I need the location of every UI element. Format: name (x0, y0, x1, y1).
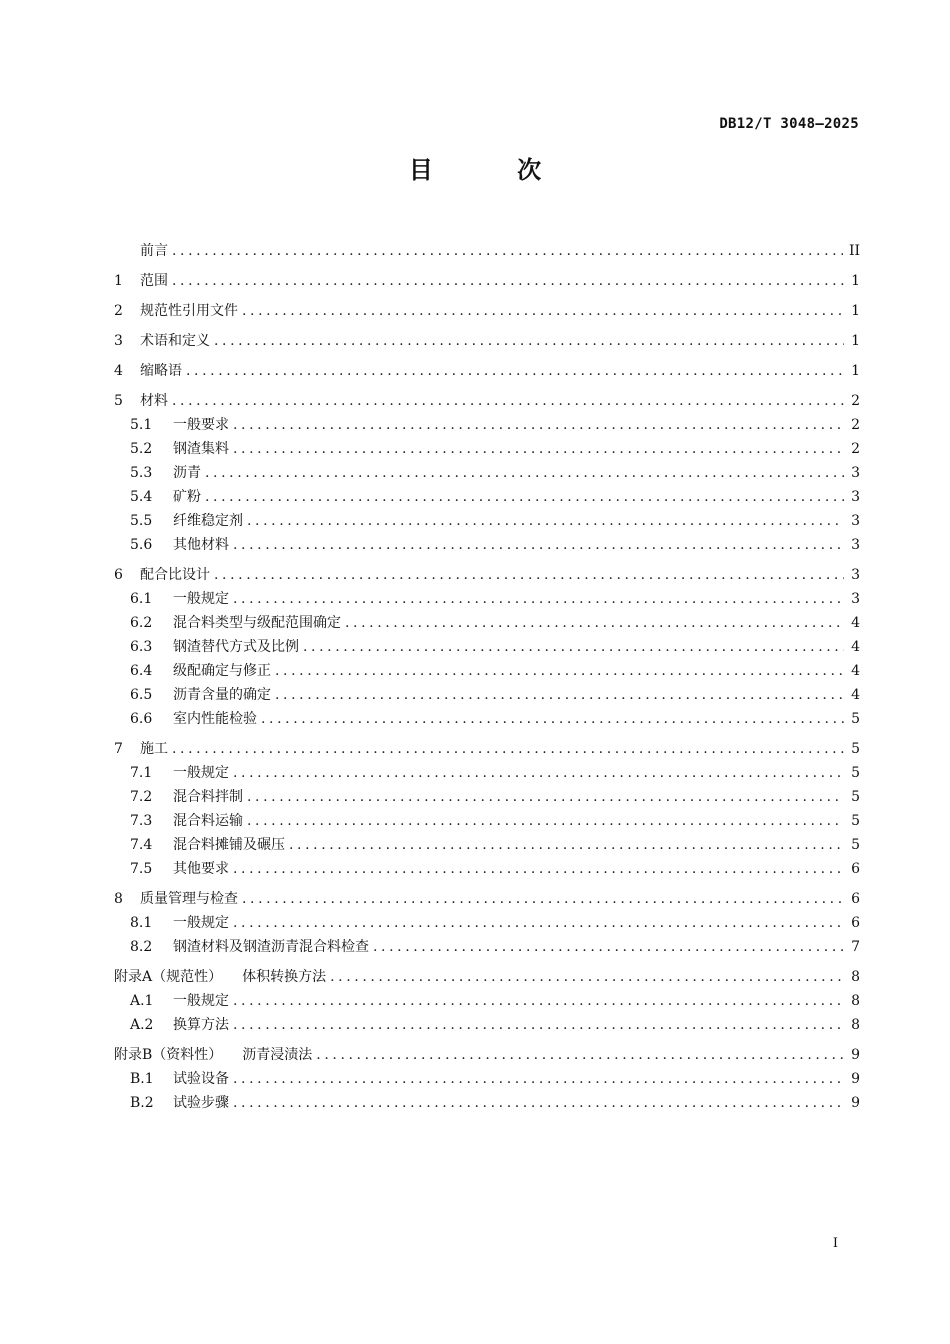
toc-subentry[interactable] (114, 413, 860, 437)
toc-leader-dots (186, 359, 844, 383)
toc-leader-dots (242, 299, 844, 323)
toc-leader-dots (214, 563, 844, 587)
toc-entry[interactable] (114, 965, 860, 989)
toc-entry-label: 范围 (140, 273, 168, 289)
toc-leader-dots (242, 887, 844, 911)
toc-entry-page: 8 (851, 1017, 860, 1033)
toc-subentry[interactable] (114, 485, 860, 509)
toc-entry-label: 质量管理与检查 (140, 891, 238, 907)
toc-subentry[interactable] (114, 659, 860, 683)
toc-subentry[interactable] (114, 533, 860, 557)
toc-leader-dots (275, 683, 844, 707)
toc-entry-number: 8 (114, 891, 123, 907)
toc-entry-label: 级配确定与修正 (173, 663, 271, 679)
toc-entry-label: 一般规定 (173, 765, 229, 781)
toc-entry-number: 1 (114, 273, 123, 289)
toc-entry-page: 3 (851, 537, 860, 553)
toc-entry-number: A.2 (130, 1017, 154, 1033)
toc-entry[interactable] (114, 389, 860, 413)
toc-subentry[interactable] (114, 761, 860, 785)
toc-entry-label: 一般要求 (173, 417, 229, 433)
toc-leader-dots (261, 707, 844, 731)
toc-entry-page: 4 (851, 687, 860, 703)
toc-entry-page: 7 (851, 939, 860, 955)
toc-entry-label: 混合料摊铺及碾压 (173, 837, 285, 853)
toc-leader-dots (345, 611, 844, 635)
toc-entry-number: B.2 (130, 1095, 154, 1111)
toc-leader-dots (247, 509, 844, 533)
toc-entry-label: 其他材料 (173, 537, 229, 553)
toc-entry-label: 配合比设计 (140, 567, 210, 583)
toc-subentry[interactable] (114, 1067, 860, 1091)
toc-entry-label: 施工 (140, 741, 168, 757)
toc-entry-page: 8 (851, 993, 860, 1009)
toc-entry-page: 2 (851, 441, 860, 457)
toc-subentry[interactable] (114, 989, 860, 1013)
toc-entry-number: 8.2 (130, 939, 153, 955)
toc-leader-dots (233, 911, 844, 935)
toc-subentry[interactable] (114, 683, 860, 707)
toc-entry-number: 5.3 (130, 465, 153, 481)
toc-entry-number: 8.1 (130, 915, 153, 931)
toc-subentry[interactable] (114, 1091, 860, 1115)
toc-entry-page: 4 (851, 615, 860, 631)
toc-subentry[interactable] (114, 809, 860, 833)
toc-entry[interactable] (114, 359, 860, 383)
toc-entry-label: 换算方法 (173, 1017, 229, 1033)
toc-entry[interactable] (114, 299, 860, 323)
toc-entry-label: 混合料类型与级配范围确定 (173, 615, 341, 631)
toc-entry-page: 3 (851, 513, 860, 529)
toc-entry-number: 5.5 (130, 513, 153, 529)
toc-entry-label: 沥青含量的确定 (173, 687, 271, 703)
toc-leader-dots (247, 785, 844, 809)
toc-entry-number: 2 (114, 303, 123, 319)
toc-entry-label: 材料 (140, 393, 168, 409)
toc-leader-dots (247, 809, 844, 833)
toc-entry-number: 4 (114, 363, 123, 379)
toc-entry-number: 6.3 (130, 639, 153, 655)
toc-entry-number: 7.1 (130, 765, 153, 781)
toc-entry-page: 9 (851, 1095, 860, 1111)
toc-leader-dots (233, 587, 844, 611)
toc-entry-number: 7.4 (130, 837, 153, 853)
toc-entry-number: 附录B（资料性） (114, 1047, 223, 1063)
toc-entry-label: 试验步骤 (173, 1095, 229, 1111)
toc-entry-page: 3 (851, 567, 860, 583)
toc-entry-page: II (848, 243, 860, 259)
toc-entry-page: 4 (851, 663, 860, 679)
toc-leader-dots (205, 461, 844, 485)
toc-subentry[interactable] (114, 611, 860, 635)
document-code: DB12/T 3048—2025 (719, 116, 859, 132)
toc-entry-number: 6.6 (130, 711, 153, 727)
toc-entry[interactable] (114, 239, 860, 263)
toc-entry-page: 6 (851, 891, 860, 907)
toc-entry-page: 5 (851, 789, 860, 805)
toc-subentry[interactable] (114, 857, 860, 881)
toc-entry-page: 5 (851, 765, 860, 781)
toc-entry-label: 前言 (140, 243, 168, 259)
toc-leader-dots (233, 437, 844, 461)
toc-leader-dots (214, 329, 844, 353)
toc-subentry[interactable] (114, 635, 860, 659)
toc-entry-label: 试验设备 (173, 1071, 229, 1087)
toc-leader-dots (233, 761, 844, 785)
toc-entry[interactable] (114, 737, 860, 761)
toc-entry-label: 沥青 (173, 465, 201, 481)
toc-entry-page: 2 (851, 393, 860, 409)
toc-leader-dots (233, 1067, 844, 1091)
toc-entry-page: 6 (851, 915, 860, 931)
toc-entry-label: 钢渣替代方式及比例 (173, 639, 299, 655)
toc-entry-number: 6.1 (130, 591, 153, 607)
toc-leader-dots (233, 1013, 844, 1037)
toc-entry-label: 钢渣材料及钢渣沥青混合料检查 (173, 939, 369, 955)
toc-entry-page: 1 (851, 363, 860, 379)
toc-entry-page: 1 (851, 303, 860, 319)
toc-leader-dots (303, 635, 844, 659)
toc-entry-page: 8 (851, 969, 860, 985)
table-of-contents (114, 239, 860, 1115)
toc-entry-page: 3 (851, 465, 860, 481)
toc-entry[interactable] (114, 887, 860, 911)
toc-entry-number: 7 (114, 741, 123, 757)
toc-entry-page: 9 (851, 1071, 860, 1087)
toc-entry-page: 3 (851, 489, 860, 505)
toc-entry-number: 7.2 (130, 789, 153, 805)
toc-leader-dots (233, 413, 844, 437)
toc-entry-label: 沥青浸渍法 (242, 1047, 313, 1063)
toc-entry-page: 3 (851, 591, 860, 607)
page-number: I (832, 1236, 838, 1251)
toc-entry-label: 规范性引用文件 (140, 303, 238, 319)
toc-entry-label: 缩略语 (140, 363, 182, 379)
toc-leader-dots (233, 533, 844, 557)
toc-entry-page: 5 (851, 813, 860, 829)
toc-entry-page: 5 (851, 741, 860, 757)
toc-entry[interactable] (114, 563, 860, 587)
toc-leader-dots (233, 1091, 844, 1115)
toc-entry-number: 6.2 (130, 615, 153, 631)
toc-subentry[interactable] (114, 509, 860, 533)
toc-entry-label: 一般规定 (173, 993, 229, 1009)
toc-leader-dots (330, 965, 844, 989)
toc-entry[interactable] (114, 1043, 860, 1067)
toc-entry-page: 2 (851, 417, 860, 433)
toc-entry-number: 5.6 (130, 537, 153, 553)
toc-subentry[interactable] (114, 785, 860, 809)
toc-leader-dots (172, 737, 844, 761)
toc-subentry[interactable] (114, 707, 860, 731)
toc-entry-number: 3 (114, 333, 123, 349)
toc-entry-page: 9 (851, 1047, 860, 1063)
toc-entry-page: 6 (851, 861, 860, 877)
toc-subentry[interactable] (114, 833, 860, 857)
toc-entry-label: 钢渣集料 (173, 441, 229, 457)
toc-leader-dots (172, 389, 844, 413)
toc-entry-page: 5 (851, 711, 860, 727)
toc-entry-label: 其他要求 (173, 861, 229, 877)
toc-entry-page: 4 (851, 639, 860, 655)
toc-leader-dots (289, 833, 844, 857)
toc-subentry[interactable] (114, 461, 860, 485)
toc-leader-dots (233, 989, 844, 1013)
toc-entry-label: 术语和定义 (140, 333, 210, 349)
page-title: 目 次 (408, 156, 580, 184)
toc-subentry[interactable] (114, 911, 860, 935)
toc-entry-number: 6.4 (130, 663, 153, 679)
toc-leader-dots (316, 1043, 844, 1067)
toc-entry-label: 混合料运输 (173, 813, 243, 829)
toc-subentry[interactable] (114, 437, 860, 461)
toc-entry-label: 体积转换方法 (242, 969, 327, 985)
toc-entry-number: 6 (114, 567, 123, 583)
toc-entry[interactable] (114, 269, 860, 293)
toc-leader-dots (172, 239, 843, 263)
toc-entry-page: 5 (851, 837, 860, 853)
toc-leader-dots (172, 269, 844, 293)
toc-leader-dots (373, 935, 844, 959)
toc-entry-number: 5.1 (130, 417, 153, 433)
toc-entry-number: 7.3 (130, 813, 153, 829)
toc-leader-dots (205, 485, 844, 509)
toc-entry[interactable] (114, 329, 860, 353)
toc-entry-number: 7.5 (130, 861, 153, 877)
toc-entry-page: 1 (851, 273, 860, 289)
toc-entry-number: 5.4 (130, 489, 153, 505)
toc-entry-label: 一般规定 (173, 915, 229, 931)
toc-entry-number: 5.2 (130, 441, 153, 457)
toc-entry-page: 1 (851, 333, 860, 349)
toc-entry-number: 6.5 (130, 687, 153, 703)
toc-entry-label: 矿粉 (173, 489, 201, 505)
toc-entry-number: B.1 (130, 1071, 154, 1087)
toc-entry-label: 一般规定 (173, 591, 229, 607)
toc-subentry[interactable] (114, 935, 860, 959)
toc-subentry[interactable] (114, 1013, 860, 1037)
toc-entry-label: 室内性能检验 (173, 711, 257, 727)
toc-entry-number: 5 (114, 393, 123, 409)
toc-entry-label: 纤维稳定剂 (173, 513, 243, 529)
toc-entry-label: 混合料拌制 (173, 789, 243, 805)
toc-leader-dots (233, 857, 844, 881)
toc-leader-dots (275, 659, 844, 683)
toc-subentry[interactable] (114, 587, 860, 611)
toc-entry-number: 附录A（规范性） (114, 969, 223, 985)
toc-entry-number: A.1 (130, 993, 154, 1009)
